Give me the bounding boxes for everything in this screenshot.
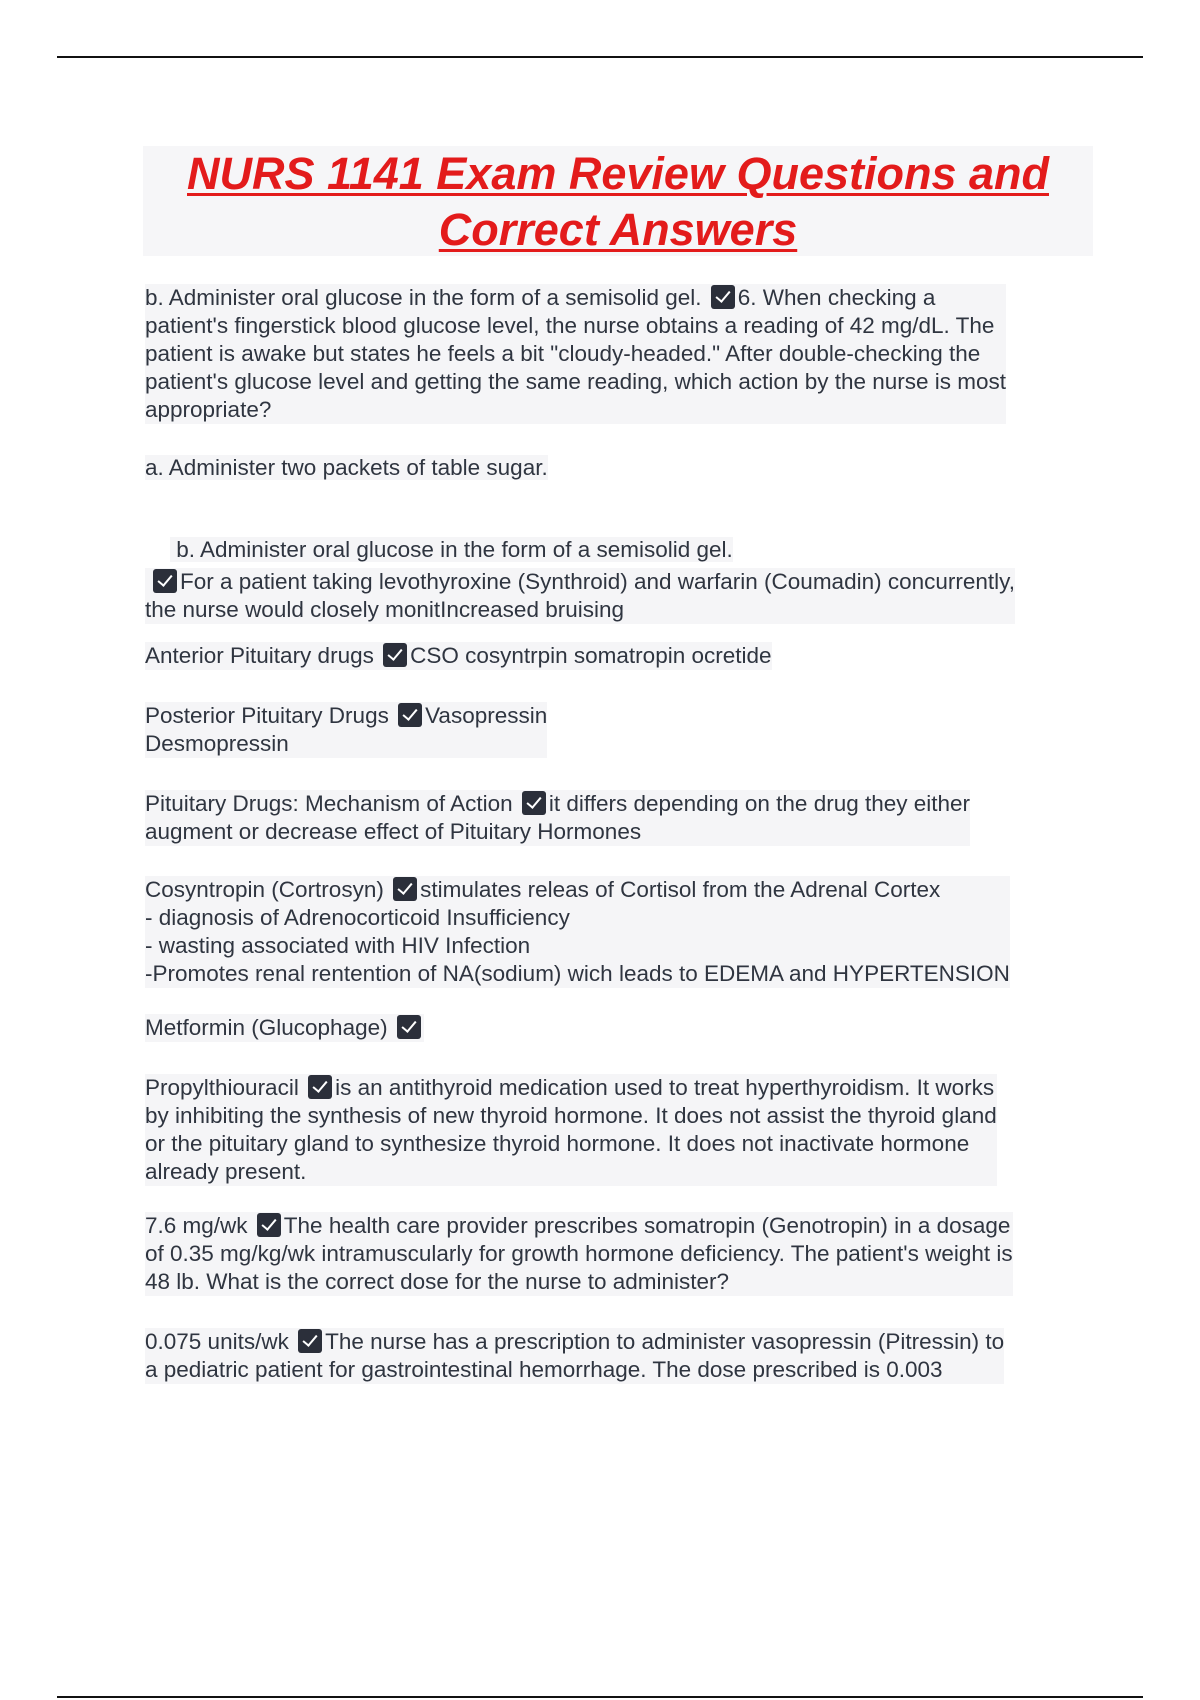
checkmark-icon xyxy=(393,877,417,901)
qa-block-1 xyxy=(145,284,1006,424)
definition-text: CSO cosyntrpin somatropin ocretide xyxy=(410,643,772,668)
term-text: 0.075 units/wk xyxy=(145,1329,296,1354)
checkmark-icon xyxy=(383,643,407,667)
qa-block-5 xyxy=(145,790,970,846)
bottom-rule xyxy=(57,1696,1143,1698)
definition-text: augment or decrease effect of Pituitary Hormones xyxy=(145,818,970,846)
checkmark-icon xyxy=(257,1213,281,1237)
title-line-1: NURS 1141 Exam Review Questions and xyxy=(187,148,1049,199)
definition-text: or the pituitary gland to synthesize thyroid hormone. It does not inactivate hormone xyxy=(145,1130,997,1158)
question-text: 6. When checking a xyxy=(737,285,936,310)
question-text: patient's fingerstick blood glucose level, the nurse obtains a reading of 42 mg/dL. The xyxy=(145,312,1006,340)
definition-text: Vasopressin xyxy=(425,703,548,728)
checkmark-icon xyxy=(397,1015,421,1039)
definition-text: The nurse has a prescription to administer vasopressin (Pitressin) to xyxy=(325,1329,1005,1354)
answer-text: b. Administer oral glucose in the form of a semisolid gel. xyxy=(145,285,702,310)
qa-block-3 xyxy=(145,642,772,670)
checkmark-icon xyxy=(153,569,177,593)
top-rule xyxy=(57,56,1143,58)
definition-text: it differs depending on the drug they either xyxy=(548,791,971,816)
definition-text: 48 lb. What is the correct dose for the nurse to administer? xyxy=(145,1268,1013,1296)
checkmark-icon xyxy=(398,703,422,727)
definition-text: - diagnosis of Adrenocorticoid Insufficiency xyxy=(145,904,1010,932)
definition-text: The health care provider prescribes somatropin (Genotropin) in a dosage xyxy=(283,1213,1011,1238)
checkmark-icon xyxy=(298,1329,322,1353)
qa-block-4 xyxy=(145,702,547,758)
term-text: Posterior Pituitary Drugs xyxy=(145,703,396,728)
term-text: Pituitary Drugs: Mechanism of Action xyxy=(145,791,519,816)
definition-text: - wasting associated with HIV Infection xyxy=(145,932,1010,960)
definition-text: by inhibiting the synthesis of new thyroid hormone. It does not assist the thyroid gland xyxy=(145,1103,997,1128)
title-line-2: Correct Answers xyxy=(438,204,798,255)
title-banner xyxy=(143,146,1093,256)
definition-text: Desmopressin xyxy=(145,730,547,758)
definition-text: a pediatric patient for gastrointestinal hemorrhage. The dose prescribed is 0.003 xyxy=(145,1356,1004,1384)
qa-block-6 xyxy=(145,876,1010,988)
definition-text: of 0.35 mg/kg/wk intramuscularly for growth hormone deficiency. The patient's weight is xyxy=(145,1241,1013,1266)
option-a-text: a. Administer two packets of table sugar. xyxy=(145,455,548,480)
checkmark-icon xyxy=(522,791,546,815)
definition-text: is an antithyroid medication used to treat hyperthyroidism. It works xyxy=(335,1075,995,1100)
qa-block-7 xyxy=(145,1014,424,1042)
question-text: For a patient taking levothyroxine (Synthroid) and warfarin (Coumadin) concurrently, xyxy=(180,569,1015,594)
term-text: 7.6 mg/wk xyxy=(145,1213,254,1238)
qa-block-10 xyxy=(145,1328,1004,1384)
question-text: patient is awake but states he feels a bit "cloudy-headed." After double-checking the xyxy=(145,340,1006,368)
qa-block-9 xyxy=(145,1212,1013,1296)
qa-block-8 xyxy=(145,1074,997,1186)
term-text: Cosyntropin (Cortrosyn) xyxy=(145,877,391,902)
checkmark-icon xyxy=(308,1075,332,1099)
question-text: appropriate? xyxy=(145,396,1006,424)
page-title xyxy=(143,146,1093,258)
question-text: patient's glucose level and getting the same reading, which action by the nurse is most xyxy=(145,369,1007,394)
option-a xyxy=(145,454,548,482)
checkmark-icon xyxy=(711,285,735,309)
qa-block-2 xyxy=(145,568,1015,624)
definition-text: stimulates releas of Cortisol from the Adrenal Cortex xyxy=(420,877,941,902)
term-text: Metformin (Glucophage) xyxy=(145,1015,394,1040)
definition-text: -Promotes renal rentention of NA(sodium) wich leads to EDEMA and HYPERTENSION xyxy=(145,961,1010,986)
term-text: Anterior Pituitary drugs xyxy=(145,643,381,668)
definition-text: already present. xyxy=(145,1158,997,1186)
term-text: Propylthiouracil xyxy=(145,1075,306,1100)
question-text: the nurse would closely monitIncreased bruising xyxy=(145,596,1015,624)
option-b-text: b. Administer oral glucose in the form of a semisolid gel. xyxy=(170,537,733,562)
